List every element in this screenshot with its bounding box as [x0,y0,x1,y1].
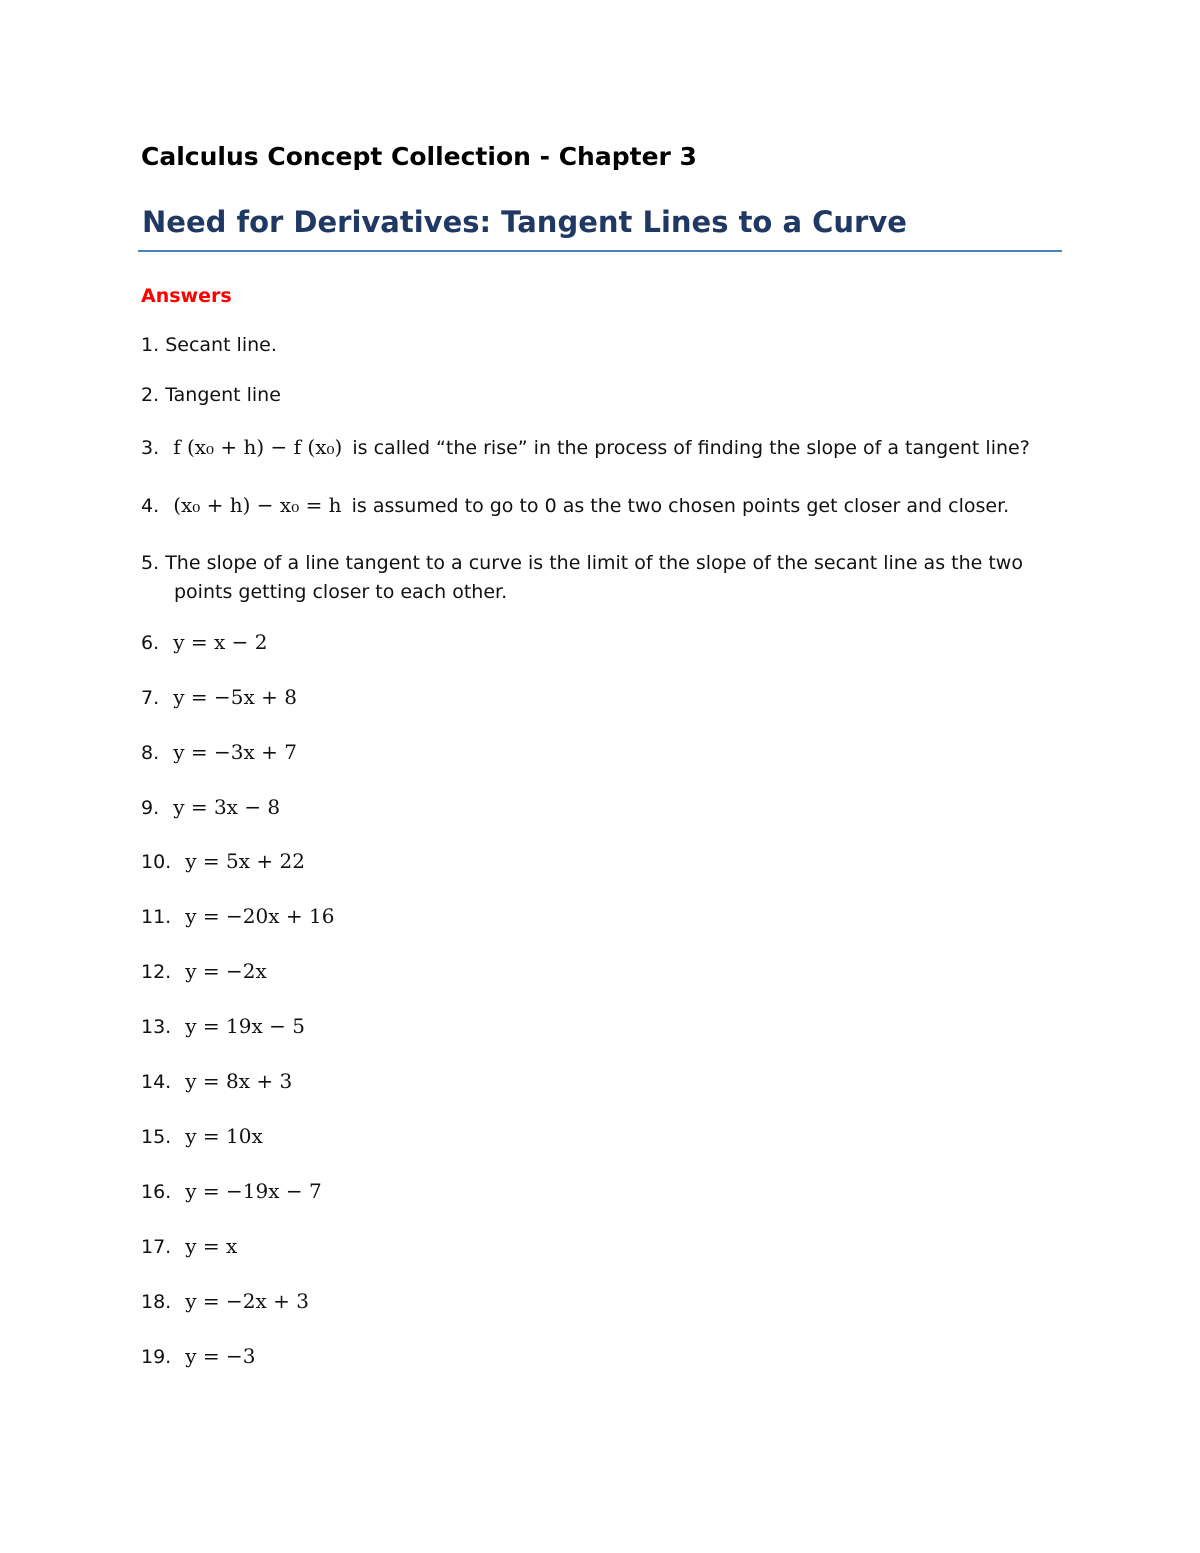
title-underline [138,250,1062,252]
answer-item [141,902,334,932]
answer-math: f (x₀ + h) − f (x₀) [173,435,343,459]
answer-item [141,1177,322,1207]
answer-text: The slope of a line tangent to a curve is the limit of the slope of the secant line as the two [165,552,1023,574]
answer-number: 10. [141,851,172,873]
answer-math: y = 3x − 8 [173,795,281,819]
answer-item [141,738,297,768]
answer-number: 4. [141,495,160,517]
answer-text-continued: points getting closer to each other. [174,581,508,603]
answer-number: 19. [141,1346,172,1368]
answer-number: 14. [141,1071,172,1093]
answer-item [141,847,305,877]
answer-number: 8. [141,742,160,764]
answer-item [141,683,297,713]
answer-number: 12. [141,961,172,983]
answer-item [141,1067,292,1097]
answer-number: 18. [141,1291,172,1313]
answer-math: y = −19x − 7 [185,1179,322,1203]
answer-math: y = −3 [185,1344,256,1368]
answer-item [141,491,1009,521]
answer-item [141,1287,309,1317]
answer-number: 3. [141,437,160,459]
answer-number: 13. [141,1016,172,1038]
answer-text: is called “the rise” in the process of finding the slope of a tangent line? [352,437,1030,459]
answer-math: y = −20x + 16 [185,904,335,928]
answer-number: 9. [141,797,160,819]
answer-number: 17. [141,1236,172,1258]
answer-item [141,628,267,658]
answer-item [141,331,277,360]
answer-math: y = −3x + 7 [173,740,297,764]
answer-number: 7. [141,687,160,709]
answer-text: Tangent line [165,384,281,406]
answer-math: y = −2x [185,959,267,983]
answer-item [141,1012,305,1042]
answer-number: 5. [141,552,160,574]
answer-number: 6. [141,632,160,654]
answer-item [141,1232,237,1262]
page-title: Need for Derivatives: Tangent Lines to a Curve [142,205,907,239]
answer-math: y = x [185,1234,238,1258]
answer-number: 11. [141,906,172,928]
answer-text: is assumed to go to 0 as the two chosen points get closer and closer. [351,495,1010,517]
answer-math: y = 19x − 5 [185,1014,305,1038]
answer-text: Secant line. [165,334,277,356]
answer-item [141,1342,256,1372]
answer-math: y = 5x + 22 [185,849,305,873]
answer-math: (x₀ + h) − x₀ = h [173,493,342,517]
answer-item [141,957,267,987]
answer-item [141,433,1030,463]
answer-math: y = −5x + 8 [173,685,297,709]
answer-number: 15. [141,1126,172,1148]
answer-item [141,381,281,410]
answer-number: 16. [141,1181,172,1203]
answer-item [141,1122,263,1152]
answer-math: y = 10x [185,1124,263,1148]
answer-number: 1. [141,334,160,356]
answers-label: Answers [141,285,232,307]
chapter-heading: Calculus Concept Collection - Chapter 3 [141,142,697,171]
answer-math: y = −2x + 3 [185,1289,309,1313]
answer-number: 2. [141,384,160,406]
answer-item [141,793,280,823]
answer-math: y = 8x + 3 [185,1069,293,1093]
answer-item [141,549,1041,607]
answer-math: y = x − 2 [173,630,268,654]
